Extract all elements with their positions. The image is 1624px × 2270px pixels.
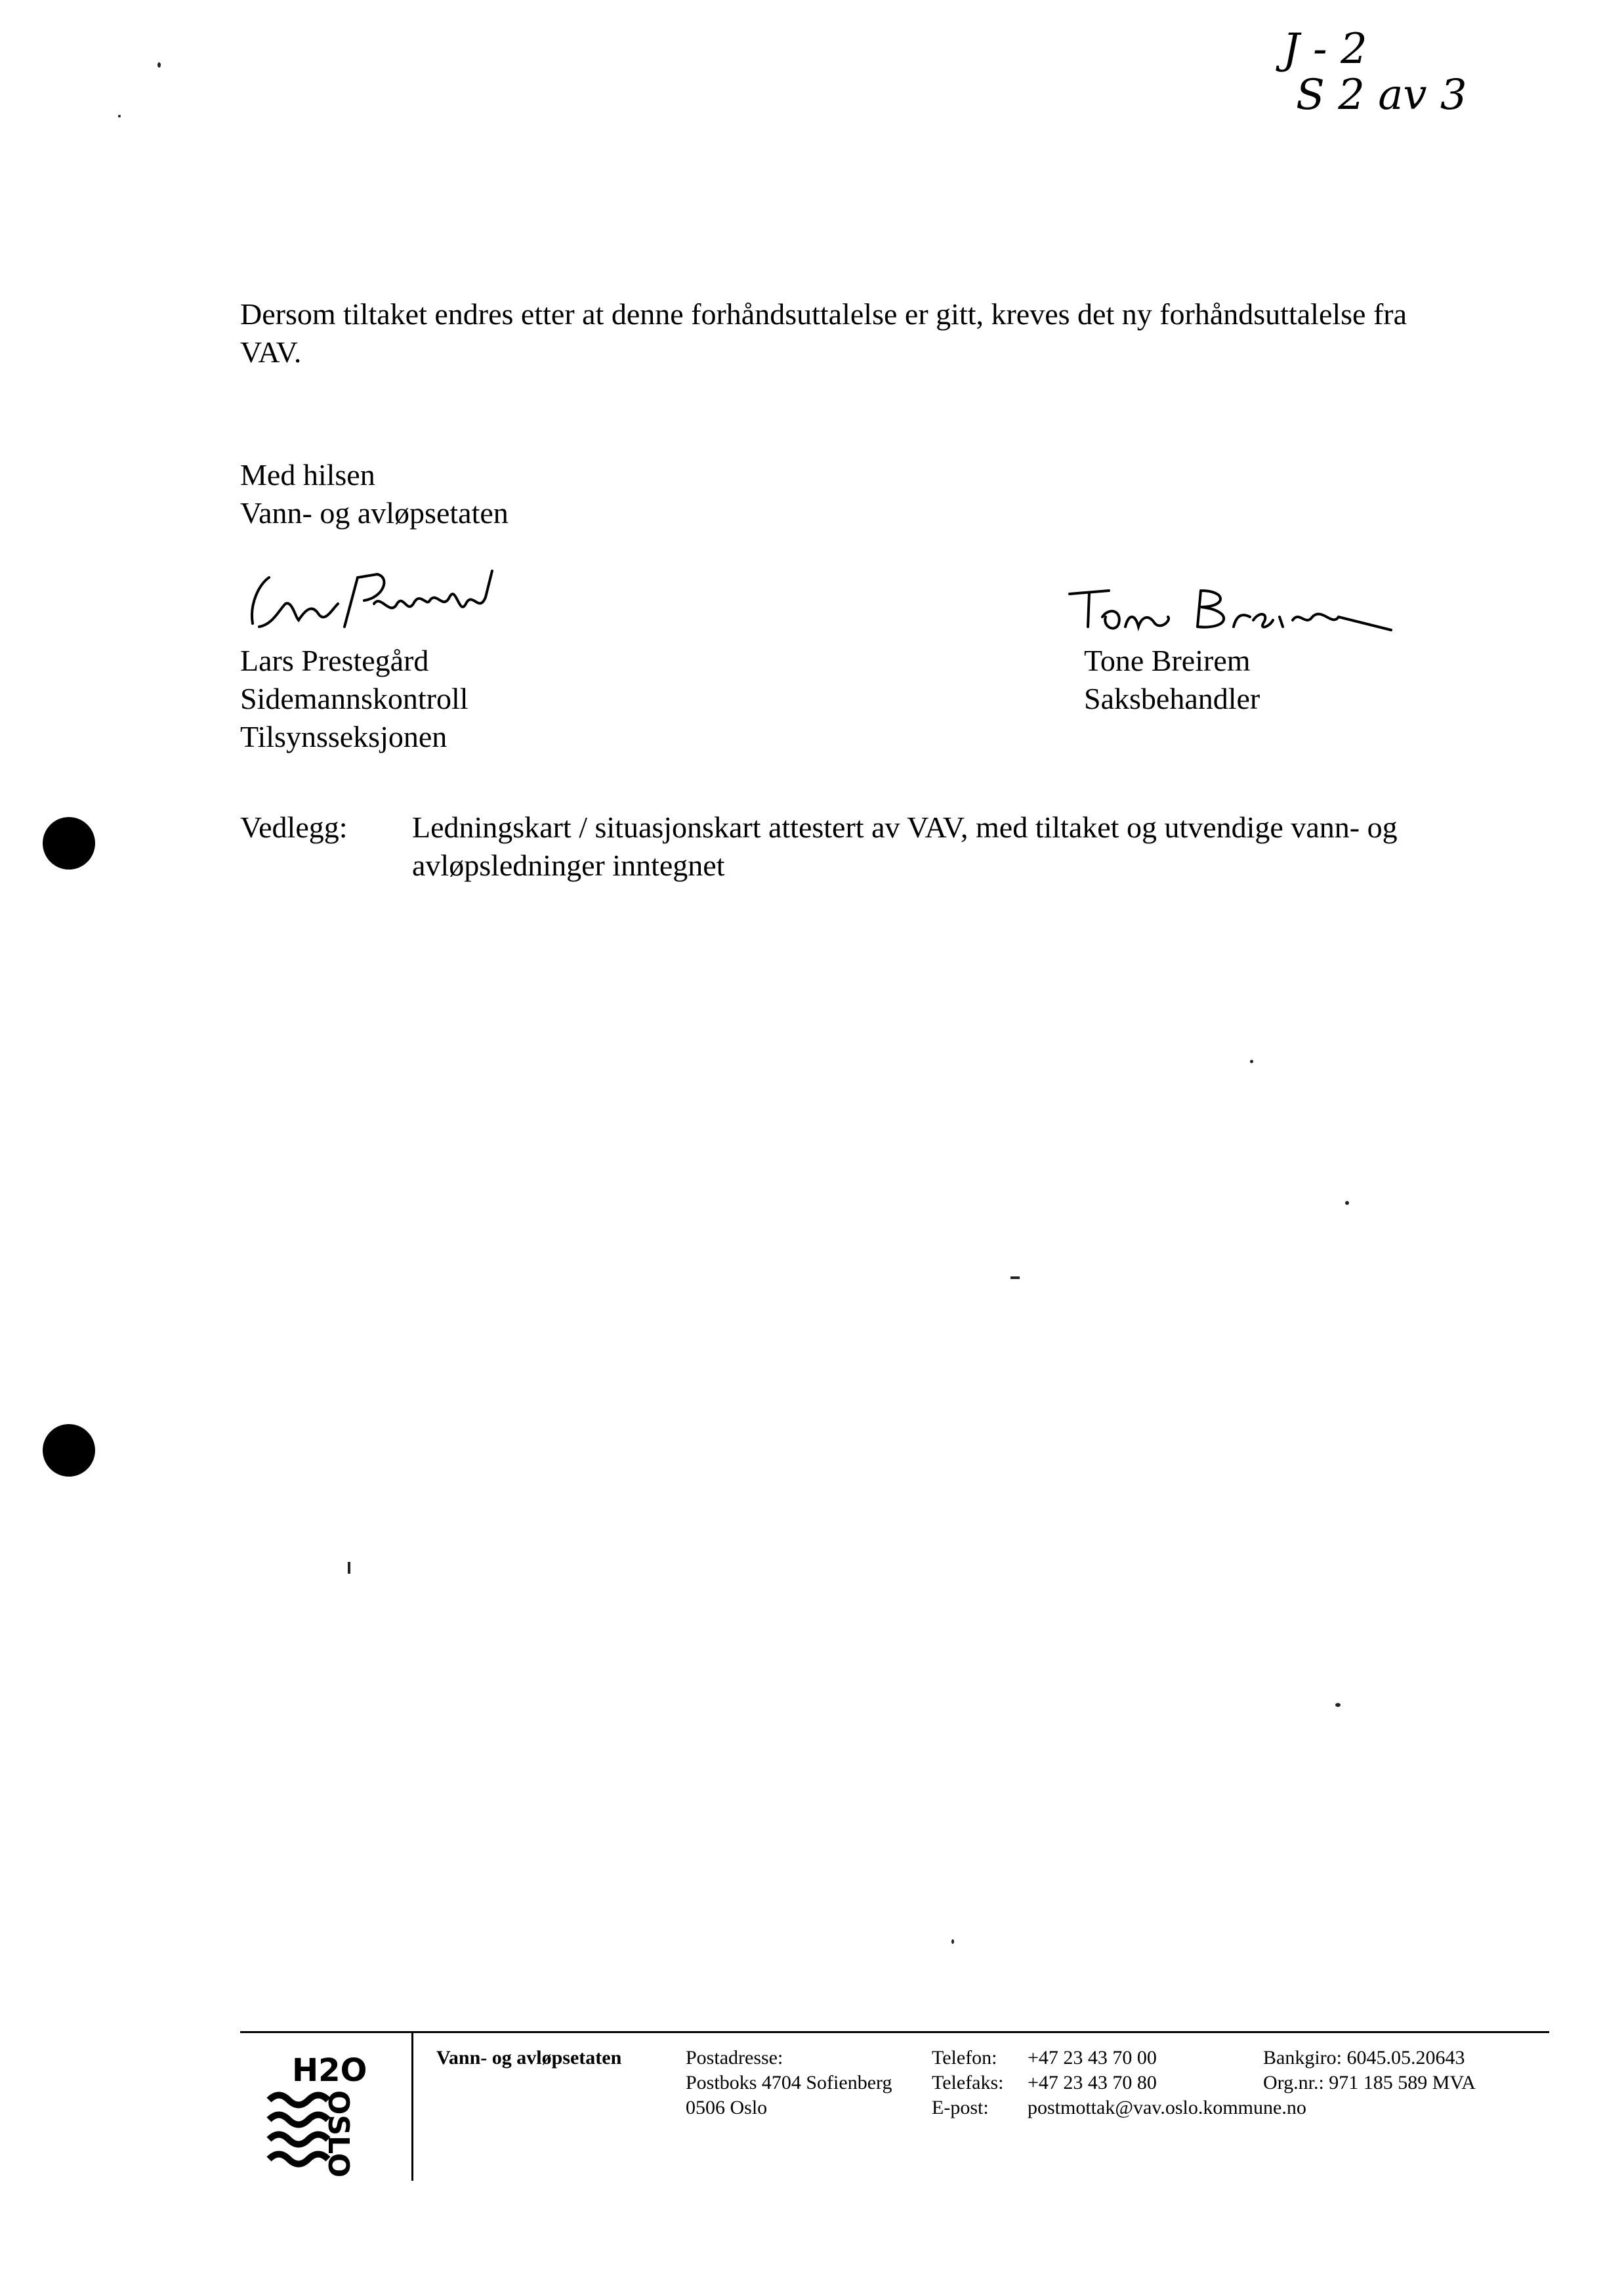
scan-speck <box>1345 1201 1349 1205</box>
footer-vertical-divider <box>411 2033 413 2181</box>
scan-speck <box>1250 1060 1253 1063</box>
epost-value: postmottak@vav.oslo.kommune.no <box>1028 2097 1306 2118</box>
body-paragraph <box>240 295 1526 371</box>
orgnr: Org.nr.: 971 185 589 MVA <box>1263 2072 1476 2093</box>
footer-postal-address <box>686 2046 892 2120</box>
scan-speck <box>1010 1276 1020 1279</box>
body-paragraph-line1: Dersom tiltaket endres etter at denne forhåndsuttalelse er gitt, kreves det ny forhåndsuttalelse fra <box>240 297 1407 331</box>
scan-speck <box>1335 1703 1341 1707</box>
closing-agency: Vann- og avløpsetaten <box>240 496 509 530</box>
hole-punch-bottom <box>43 1424 95 1477</box>
attachment-description <box>412 809 1554 885</box>
handwritten-note-line2: S 2 av 3 <box>1296 71 1467 119</box>
signature-tone-breirem <box>1063 581 1404 646</box>
logo-oslo-text: OSLO <box>322 2090 355 2177</box>
h2o-oslo-logo <box>266 2052 387 2177</box>
hole-punch-top <box>43 817 95 870</box>
signatory-2-name: Tone Breirem <box>1084 644 1251 677</box>
postadresse-line2: 0506 Oslo <box>686 2097 768 2118</box>
signatory-1-unit: Tilsynsseksjonen <box>240 720 448 753</box>
footer-bank-info <box>1263 2046 1476 2095</box>
scan-speck <box>348 1562 350 1574</box>
telefon-value: +47 23 43 70 00 <box>1028 2047 1157 2069</box>
epost-label: E-post: <box>932 2097 989 2118</box>
scan-speck <box>951 1939 954 1944</box>
body-paragraph-line2: VAV. <box>240 335 302 369</box>
telefon-label: Telefon: <box>932 2047 997 2069</box>
closing-block <box>240 456 509 532</box>
signature-lars-prestegard <box>233 564 522 643</box>
attachment-label: Vedlegg: <box>240 810 348 844</box>
logo-h2o-text: H2O <box>292 2052 367 2089</box>
bankgiro: Bankgiro: 6045.05.20643 <box>1263 2047 1465 2069</box>
handwritten-page-note <box>1283 26 1558 118</box>
signatory-block-1 <box>240 642 468 756</box>
signatory-1-name: Lars Prestegård <box>240 644 429 677</box>
postadresse-line1: Postboks 4704 Sofienberg <box>686 2072 892 2093</box>
attachment-line1: Ledningskart / situasjonskart attestert av VAV, med tiltaket og utvendige vann- og <box>412 810 1398 844</box>
attachment-line2: avløpsledninger inntegnet <box>412 849 725 882</box>
handwritten-note-line1: J - 2 <box>1283 25 1367 74</box>
signatory-2-role: Saksbehandler <box>1084 682 1260 715</box>
postadresse-label: Postadresse: <box>686 2047 783 2069</box>
closing-greeting: Med hilsen <box>240 458 375 492</box>
footer-org-name: Vann- og avløpsetaten <box>436 2047 622 2069</box>
footer-contact-labels <box>932 2046 1004 2120</box>
scan-speck <box>157 62 161 68</box>
telefaks-label: Telefaks: <box>932 2072 1004 2093</box>
scan-speck <box>118 115 121 117</box>
footer-rule <box>240 2031 1549 2033</box>
telefaks-value: +47 23 43 70 80 <box>1028 2072 1157 2093</box>
signatory-1-role: Sidemannskontroll <box>240 682 468 715</box>
signatory-block-2 <box>1084 642 1260 718</box>
